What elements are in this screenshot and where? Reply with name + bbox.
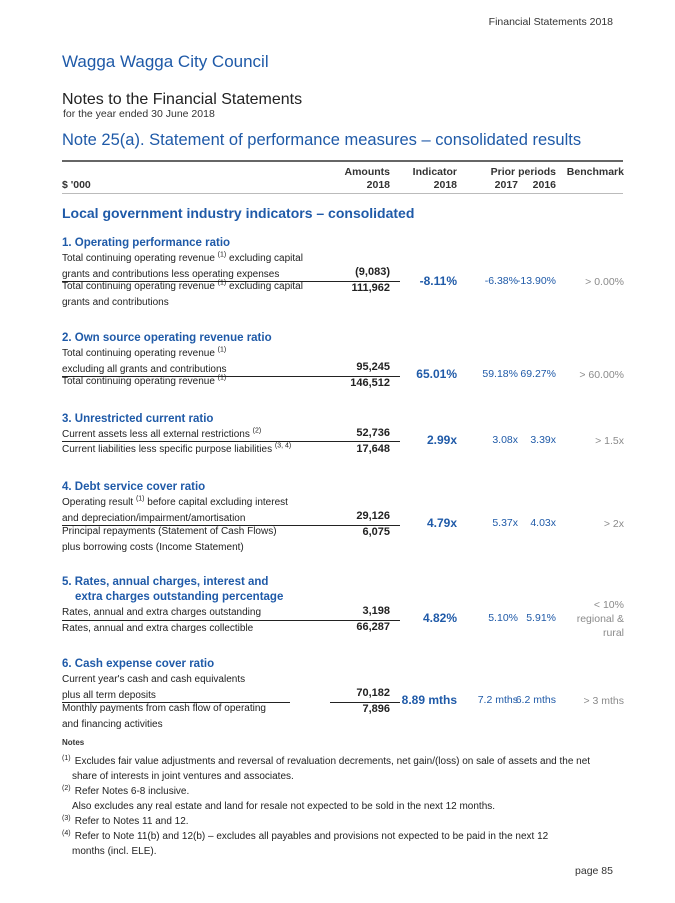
numerator-label-2: grants and contributions less operating expenses	[62, 269, 280, 280]
denominator-value: 111,962	[351, 282, 390, 294]
denominator-label-2: grants and contributions	[62, 297, 169, 308]
denominator-label: Total continuing operating revenue $^{(1)}$	[62, 374, 227, 387]
benchmark-value: > 0.00%	[585, 276, 624, 288]
numerator-label: Total continuing operating revenue $^{(1)}$ excluding capital	[62, 251, 303, 264]
indicator-title: 2. Own source operating revenue ratio	[62, 332, 272, 344]
numerator-label: Rates, annual and extra charges outstanding	[62, 607, 262, 618]
prior-2017-value: -6.38%	[484, 275, 518, 287]
numerator-value: 95,245	[356, 361, 390, 373]
denominator-value: 6,075	[362, 526, 390, 538]
denominator-label: Total continuing operating revenue $^{(1)}$ excluding capital	[62, 279, 303, 292]
page-number: page 85	[575, 865, 613, 877]
numerator-value: 29,126	[356, 510, 390, 522]
indicator-value: 4.82%	[422, 611, 457, 625]
denominator-label: Current liabilities less specific purpose liabilities $^{(3, 4)}$	[62, 442, 292, 455]
numerator-label-2: plus all term deposits	[62, 690, 156, 701]
numerator-value: 3,198	[362, 605, 390, 617]
indicator-value: -8.11%	[419, 274, 457, 288]
footnote-1: (1) Excludes fair value adjustments and reversal of revaluation decrements, net gain/(loss) on sale of assets and the net share of interests in joint ventures and associates.	[62, 754, 591, 782]
numerator-label: Total continuing operating revenue $^{(1)}$	[62, 346, 227, 359]
prior-2017-value: 5.37x	[492, 517, 518, 529]
prior-2016-value: 3.39x	[530, 434, 556, 446]
numerator-value: 52,736	[356, 427, 390, 439]
prior-2017-value: 5.10%	[488, 612, 518, 624]
benchmark-value: > 60.00%	[579, 369, 624, 381]
benchmark-value: > 3 mths	[583, 695, 624, 707]
col-indicator-year: 2018	[433, 179, 457, 191]
indicator-value: 8.89 mths	[401, 693, 457, 707]
header-top-rule	[62, 160, 623, 162]
denominator-label-2: plus borrowing costs (Income Statement)	[62, 542, 244, 553]
notes-title: Notes to the Financial Statements	[62, 91, 303, 108]
denominator-value: 17,648	[356, 443, 390, 455]
denominator-label: Principal repayments (Statement of Cash Flows)	[62, 526, 277, 537]
denominator-value: 66,287	[356, 621, 390, 633]
numerator-value: (9,083)	[355, 266, 390, 278]
prior-2016-value: 4.03x	[530, 517, 556, 529]
denominator-label: Rates, annual and extra charges collectible	[62, 623, 254, 634]
indicator-title: 6. Cash expense cover ratio	[62, 658, 215, 670]
numerator-label-2: excluding all grants and contributions	[62, 364, 227, 375]
denominator-value: 7,896	[362, 703, 390, 715]
benchmark-value: > 1.5x	[595, 435, 624, 447]
notes-label: Notes	[62, 738, 85, 747]
note-title: Note 25(a). Statement of performance measures – consolidated results	[62, 131, 582, 149]
running-header: Financial Statements 2018	[488, 16, 613, 28]
prior-2016-value: -13.90%	[516, 275, 556, 287]
indicator-title: 3. Unrestricted current ratio	[62, 413, 214, 425]
benchmark-value: < 10% regional & rural	[576, 599, 624, 639]
prior-2016-value: 69.27%	[520, 368, 556, 380]
col-2016: 2016	[532, 179, 556, 191]
header-bottom-rule	[62, 193, 623, 194]
indicator-title: 1. Operating performance ratio	[62, 237, 231, 249]
indicator-value: 4.79x	[426, 516, 457, 530]
numerator-label: Operating result $^{(1)}$ before capital excluding interest	[62, 495, 288, 508]
denominator-label-2: and financing activities	[62, 719, 163, 730]
footnote-2: (2) Refer Notes 6-8 inclusive. Also excludes any real estate and land for resale not expected to be sold in the next 12 months.	[62, 784, 496, 812]
col-amounts: Amounts	[344, 166, 390, 178]
numerator-label: Current year's cash and cash equivalents	[62, 674, 246, 685]
denominator-label: Monthly payments from cash flow of operating	[62, 703, 266, 714]
numerator-label: Current assets less all external restrictions $^{(2)}$	[62, 427, 262, 440]
col-benchmark: Benchmark	[566, 166, 624, 178]
col-amounts-year: 2018	[366, 179, 390, 191]
prior-2016-value: 5.91%	[526, 612, 556, 624]
indicator-title: 5. Rates, annual charges, interest and	[62, 576, 269, 588]
section-title: Local government industry indicators – consolidated	[62, 205, 415, 221]
col-unit: $ '000	[62, 179, 91, 191]
indicator-value: 65.01%	[416, 367, 457, 381]
col-indicator: Indicator	[412, 166, 457, 178]
numerator-label-2: and depreciation/impairment/amortisation	[62, 513, 246, 524]
prior-2017-value: 3.08x	[492, 434, 518, 446]
indicator-value: 2.99x	[426, 433, 457, 447]
indicator-title-2: extra charges outstanding percentage	[75, 591, 284, 603]
col-prior-periods: Prior periods	[490, 166, 556, 178]
denominator-value: 146,512	[350, 377, 390, 389]
col-2017: 2017	[494, 179, 518, 191]
reporting-period: for the year ended 30 June 2018	[63, 108, 215, 120]
indicator-title: 4. Debt service cover ratio	[62, 481, 206, 493]
prior-2017-value: 7.2 mths	[477, 694, 518, 706]
prior-2017-value: 59.18%	[482, 368, 518, 380]
footnote-4: (4) Refer to Note 11(b) and 12(b) – excludes all payables and provisions not expected to be paid in the next 12 months (incl. ELE).	[62, 829, 549, 857]
numerator-value: 70,182	[356, 687, 390, 699]
footnote-3: (3) Refer to Notes 11 and 12.	[62, 814, 189, 827]
prior-2016-value: 6.2 mths	[515, 694, 556, 706]
benchmark-value: > 2x	[603, 518, 624, 530]
council-name: Wagga Wagga City Council	[62, 52, 269, 71]
